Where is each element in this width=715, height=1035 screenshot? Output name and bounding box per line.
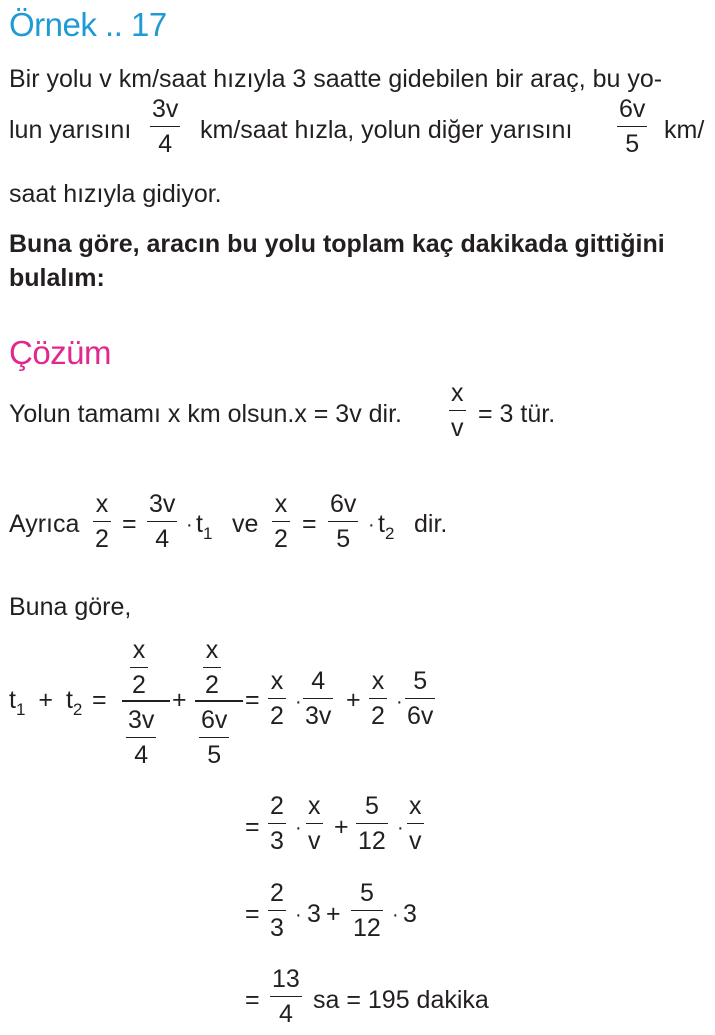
frac-den: 2	[95, 525, 109, 553]
complex-fraction-1-top	[130, 638, 148, 698]
frac-num: 4	[303, 669, 333, 699]
frac-den: 4	[155, 525, 170, 553]
t-symbol: t	[196, 510, 203, 538]
problem-line-3: saat hızıyla gidiyor.	[9, 180, 222, 208]
row1-frac-a	[268, 669, 286, 729]
row2-frac-b	[306, 794, 323, 854]
speed-fraction-2-den: 5	[625, 130, 640, 158]
complex-fraction-2-top	[203, 638, 221, 698]
solution-line-3: Buna göre,	[9, 593, 132, 621]
row2-frac-d	[407, 794, 424, 854]
frac-den: 12	[353, 914, 381, 942]
frac-den: 2	[270, 702, 284, 730]
frac-num: x	[130, 638, 148, 668]
ratio-fraction-den: v	[451, 414, 464, 442]
frac-den: 2	[205, 671, 219, 699]
row2-frac-c	[356, 794, 388, 854]
speed-fraction-1	[150, 97, 180, 157]
plus-sign: +	[334, 813, 349, 841]
question-line-1: Buna göre, aracın bu yolu toplam kaç dakikada gittiğini	[9, 230, 665, 258]
question-line-2: bulalım:	[9, 264, 105, 292]
frac-den: v	[409, 827, 422, 855]
frac-den: 5	[336, 525, 351, 553]
frac-den: 3v	[305, 702, 332, 730]
speed-fraction-2	[617, 97, 647, 157]
frac-den: 2	[132, 671, 146, 699]
frac-num: 6v	[328, 492, 358, 522]
multiply-dot: ·	[186, 514, 193, 536]
frac-den: 4	[134, 741, 149, 769]
ratio-fraction-num: x	[449, 381, 466, 411]
equals-sign: =	[92, 686, 107, 714]
dir-word: dir.	[414, 510, 448, 538]
subscript-1: 1	[202, 524, 213, 543]
equals-sign: =	[122, 510, 137, 538]
problem-line-2-mid: km/saat hızla, yolun diğer yarısını	[200, 116, 573, 144]
time-t1	[196, 510, 213, 543]
frac-num: x	[93, 492, 111, 522]
frac-num: x	[407, 794, 424, 824]
frac-den: 3	[270, 827, 284, 855]
frac-den: 12	[358, 827, 386, 855]
row3-constant-2: 3	[403, 900, 417, 928]
frac-den: 6v	[407, 702, 434, 730]
row1-frac-b	[303, 669, 333, 729]
ve-word: ve	[232, 510, 259, 538]
solution-line-2-start: Ayrıca	[9, 510, 80, 538]
equals-sign: =	[302, 510, 317, 538]
frac-num: x	[369, 669, 387, 699]
ratio-fraction	[449, 381, 466, 441]
plus-sign: +	[346, 686, 361, 714]
frac-den: 4	[278, 1000, 293, 1028]
plus-sign: +	[326, 900, 341, 928]
frac-num: x	[272, 492, 290, 522]
speed-fraction-1-den: 4	[158, 130, 173, 158]
time-t2	[378, 510, 395, 543]
t-symbol: t	[378, 510, 385, 538]
frac-num: 6v	[199, 708, 229, 738]
equals-sign: =	[245, 813, 260, 841]
solution-title: Çözüm	[9, 334, 112, 371]
frac-num: x	[203, 638, 221, 668]
speed-fraction-b	[328, 492, 358, 552]
complex-fraction-1-bottom	[126, 708, 156, 768]
t-symbol: t	[65, 686, 73, 714]
sum-t1-t2	[9, 686, 83, 719]
row3-frac-c	[351, 881, 383, 941]
frac-num: 5	[405, 669, 435, 699]
multiply-dot: ·	[295, 691, 302, 713]
frac-num: x	[268, 669, 286, 699]
complex-fraction-2-bottom	[199, 708, 229, 768]
equals-sign: =	[245, 900, 260, 928]
complex-fraction-1-main-bar	[122, 700, 170, 702]
half-distance-fraction-2	[272, 492, 290, 552]
frac-num: 13	[270, 967, 302, 997]
speed-fraction-2-num: 6v	[617, 97, 647, 127]
frac-den: v	[308, 827, 321, 855]
frac-num: 3v	[147, 492, 177, 522]
final-answer: sa = 195 dakika	[313, 986, 489, 1014]
half-distance-fraction-1	[93, 492, 111, 552]
frac-den: 2	[274, 525, 288, 553]
row1-frac-c	[369, 669, 387, 729]
frac-num: 2	[268, 794, 286, 824]
multiply-dot: ·	[397, 817, 404, 839]
problem-line-2-end: km/	[664, 116, 705, 144]
subscript-1: 1	[15, 700, 26, 719]
multiply-dot: ·	[295, 817, 302, 839]
frac-den: 3	[270, 914, 284, 942]
solution-line-1-end: = 3 tür.	[478, 400, 556, 428]
frac-num: 5	[356, 794, 388, 824]
complex-fraction-2-main-bar	[195, 700, 243, 702]
row3-constant-1: 3	[307, 900, 321, 928]
solution-line-1: Yolun tamamı x km olsun.x = 3v dir.	[9, 400, 403, 428]
multiply-dot: ·	[295, 904, 302, 926]
subscript-2: 2	[384, 524, 395, 543]
frac-den: 2	[371, 702, 385, 730]
subscript-2: 2	[72, 700, 83, 719]
row1-frac-d	[405, 669, 435, 729]
row4-frac-a	[270, 967, 302, 1027]
example-title: Örnek .. 17	[9, 6, 167, 43]
frac-num: 3v	[126, 708, 156, 738]
multiply-dot: ·	[392, 904, 399, 926]
multiply-dot: ·	[368, 514, 375, 536]
row2-frac-a	[268, 794, 286, 854]
problem-line-1: Bir yolu v km/saat hızıyla 3 saatte gidebilen bir araç, bu yo-	[9, 65, 663, 93]
multiply-dot: ·	[396, 691, 403, 713]
frac-num: 2	[268, 881, 286, 911]
t-symbol: t	[9, 686, 16, 714]
plus-sign: +	[172, 686, 187, 714]
plus-sign: +	[38, 686, 53, 714]
frac-num: x	[306, 794, 323, 824]
speed-fraction-1-num: 3v	[150, 97, 180, 127]
frac-num: 5	[351, 881, 383, 911]
row3-frac-a	[268, 881, 286, 941]
frac-den: 5	[207, 741, 222, 769]
problem-line-2-start: lun yarısını	[9, 116, 132, 144]
speed-fraction-a	[147, 492, 177, 552]
equals-sign: =	[245, 686, 260, 714]
equals-sign: =	[245, 986, 260, 1014]
